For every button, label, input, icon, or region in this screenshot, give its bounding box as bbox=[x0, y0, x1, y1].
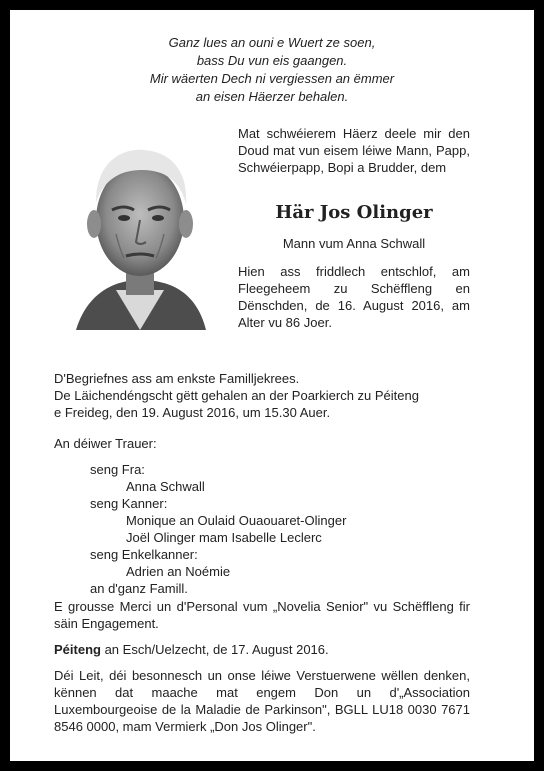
announcement-intro: Mat schwéierem Häerz deele mir den Doud mat vun eisem léiwe Mann, Papp, Schwéierpapp, Bopi a Brudder, dem bbox=[238, 126, 470, 175]
poem-line: an eisen Häerzer behalen. bbox=[195, 89, 349, 104]
place-date bbox=[54, 641, 470, 658]
funeral-line: D'Begriefnes ass am enkste Familljekrees. bbox=[54, 371, 300, 386]
mourner-name: Monique an Oulaid Ouaouaret-Olinger bbox=[126, 513, 347, 528]
mourners-heading: An déiwer Trauer: bbox=[54, 436, 157, 451]
funeral-info bbox=[54, 370, 470, 421]
place-date-rest: an Esch/Uelzecht, de 17. August 2016. bbox=[100, 642, 329, 657]
mourner-family: an d'ganz Famill. bbox=[90, 581, 188, 596]
mourner-relation: seng Enkelkanner: bbox=[90, 547, 198, 562]
mourner-name: Anna Schwall bbox=[126, 479, 205, 494]
mourners-list bbox=[54, 461, 470, 597]
mourner-relation: seng Fra: bbox=[90, 462, 145, 477]
portrait-photo bbox=[68, 140, 210, 330]
spouse-line: Mann vum Anna Schwall bbox=[282, 236, 426, 251]
death-details: Hien ass friddlech entschlof, am Fleegeheem zu Schëffleng en Dënschden, de 16. August 2016, am Alter vu 86 Joer. bbox=[238, 264, 470, 330]
deceased-name: Här Jos Olinger bbox=[275, 202, 433, 223]
funeral-line: e Freideg, den 19. August 2016, um 15.30 Auer. bbox=[54, 405, 331, 420]
poem-line: Ganz lues an ouni e Wuert ze soen, bbox=[168, 35, 376, 50]
donation-note: Déi Leit, déi besonnesch un onse léiwe Verstuerwene wëllen denken, kënnen dat maache mat engem Don un d'„Association Luxembourgeoise de la Maladie de Parkinson", BGLL LU18 0030 7671 8546 0000, mam Vermierk „Don Jos Olinger". bbox=[54, 668, 470, 734]
mourner-relation: seng Kanner: bbox=[90, 496, 168, 511]
mourner-name: Joël Olinger mam Isabelle Leclerc bbox=[126, 530, 322, 545]
poem-line: Mir wäerten Dech ni vergiessen an ëmmer bbox=[149, 71, 395, 86]
poem-line: bass Du vun eis gaangen. bbox=[196, 53, 348, 68]
obituary-page bbox=[10, 10, 534, 761]
mourner-name: Adrien an Noémie bbox=[126, 564, 231, 579]
place-name: Péiteng bbox=[54, 642, 101, 657]
poem bbox=[10, 34, 534, 106]
funeral-line: De Läichendéngscht gëtt gehalen an der Poarkierch zu Péiteng bbox=[54, 388, 419, 403]
thanks-note: E grousse Merci un d'Personal vum „Novelia Senior" vu Schëffleng fir säin Engagement. bbox=[54, 599, 470, 631]
